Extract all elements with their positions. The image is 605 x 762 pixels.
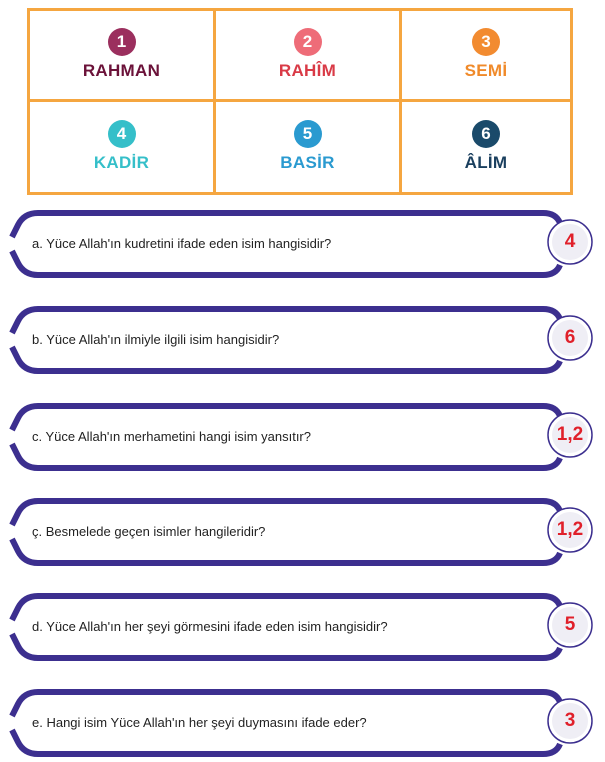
number-badge: 1 — [108, 28, 136, 56]
name-label: RAHÎM — [278, 61, 337, 81]
question-row — [8, 400, 598, 474]
names-grid — [27, 8, 573, 195]
name-cell — [216, 102, 402, 193]
number-badge: 5 — [294, 120, 322, 148]
number-badge: 4 — [108, 120, 136, 148]
number-badge: 3 — [472, 28, 500, 56]
question-row — [8, 207, 598, 281]
question-text: d. Yüce Allah'ın her şeyi görmesini ifade eden isim hangisidir? — [32, 619, 388, 634]
name-cell — [30, 102, 216, 193]
name-label: RAHMAN — [82, 61, 161, 81]
name-label: ÂLİM — [464, 153, 508, 173]
question-row — [8, 686, 598, 760]
name-cell — [216, 11, 402, 102]
answer-badge: 3 — [564, 710, 576, 731]
name-cell — [402, 11, 570, 102]
answer-badge: 6 — [564, 327, 576, 348]
question-text: ç. Besmelede geçen isimler hangileridir? — [32, 524, 266, 539]
answer-badge: 1,2 — [556, 424, 584, 445]
name-label: SEMİ — [464, 61, 508, 81]
name-label: BASİR — [280, 153, 335, 173]
question-row — [8, 495, 598, 569]
question-text: a. Yüce Allah'ın kudretini ifade eden isim hangisidir? — [32, 236, 332, 251]
question-text: b. Yüce Allah'ın ilmiyle ilgili isim hangisidir? — [32, 332, 280, 347]
question-text: e. Hangi isim Yüce Allah'ın her şeyi duymasını ifade eder? — [32, 715, 367, 730]
name-cell — [30, 11, 216, 102]
number-badge: 2 — [294, 28, 322, 56]
question-text: c. Yüce Allah'ın merhametini hangi isim yansıtır? — [32, 429, 311, 444]
answer-badge: 1,2 — [556, 519, 584, 540]
name-cell — [402, 102, 570, 193]
answer-badge: 5 — [564, 614, 576, 635]
number-badge: 6 — [472, 120, 500, 148]
question-row — [8, 590, 598, 664]
answer-badge: 4 — [564, 231, 576, 252]
question-row — [8, 303, 598, 377]
name-label: KADİR — [93, 153, 150, 173]
